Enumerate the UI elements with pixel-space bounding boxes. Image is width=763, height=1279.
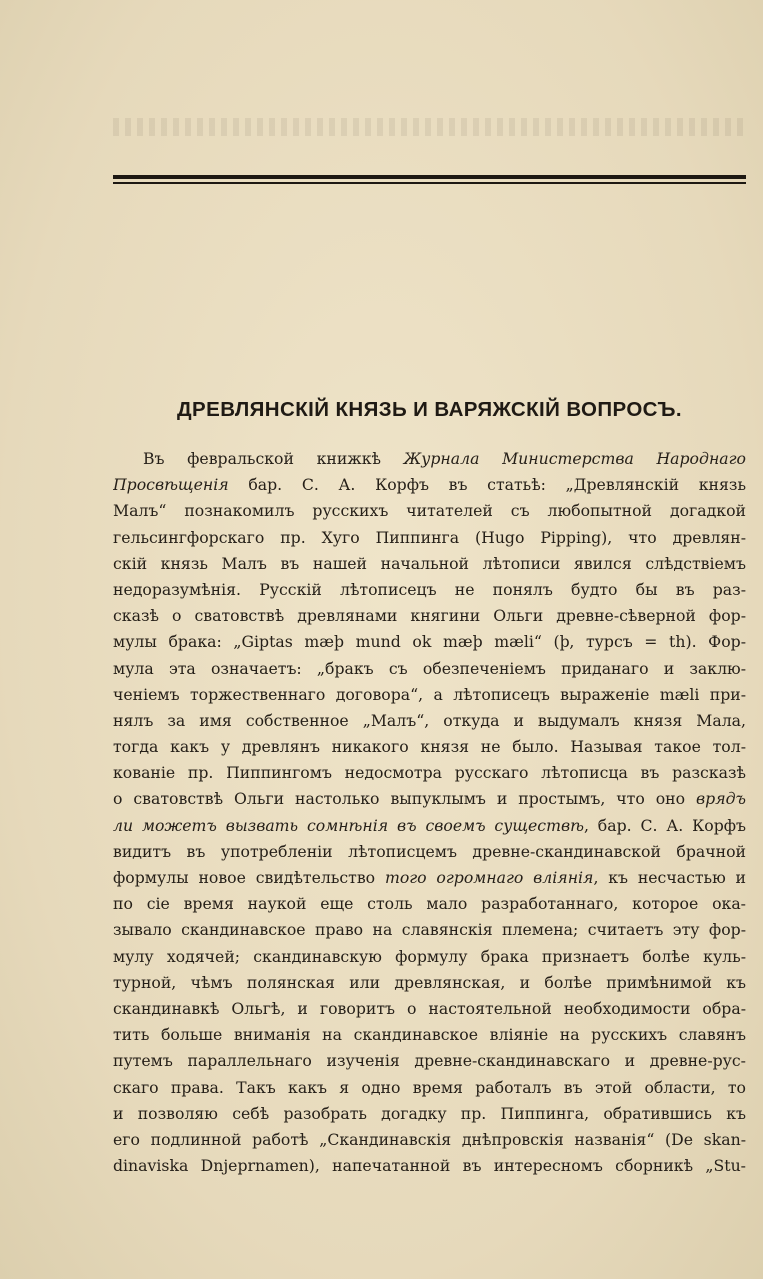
text-line — [113, 944, 746, 970]
text-segment: мулы брака: „Giptas mæþ mund ok mæþ mæli“ (þ, турсъ = th). Фор- — [113, 632, 746, 652]
text-line — [113, 472, 746, 498]
text-segment: турной, чѣмъ полянская или древлянская, и болѣе примѣнимой къ — [113, 972, 746, 992]
text-segment: мула эта означаетъ: „бракъ съ обезпеченіемъ приданаго и заклю- — [113, 658, 746, 678]
text-segment: путемъ параллельнаго изученія древне-скандинавскаго и древне-рус- — [113, 1051, 746, 1071]
text-line — [113, 603, 746, 629]
italic-text: Журнала Министерства Народнаго — [403, 449, 746, 468]
text-line — [113, 996, 746, 1022]
text-segment: гельсингфорскаго пр. Хуго Пиппинга (Hugo Pipping), что древлян- — [113, 527, 746, 547]
header-rule-thin — [113, 182, 746, 184]
text-line — [113, 1048, 746, 1074]
text-line — [113, 734, 746, 760]
text-line — [113, 656, 746, 682]
text-line — [113, 446, 746, 472]
text-segment: Въ февральской книжкѣ — [143, 449, 404, 468]
italic-text: врядъ — [696, 789, 746, 809]
text-segment: нялъ за имя собственное „Малъ“, откуда и выдумалъ князя Мала, — [113, 710, 746, 730]
text-segment: и позволяю себѣ разобрать догадку пр. Пиппинга, обратившись къ — [113, 1103, 746, 1123]
bleed-through-header — [113, 118, 746, 136]
text-line — [113, 970, 746, 996]
text-line — [113, 865, 746, 891]
text-segment: мулу ходячей; скандинавскую формулу брака признаетъ болѣе куль- — [113, 946, 746, 966]
text-line — [113, 917, 746, 943]
text-line — [113, 525, 746, 551]
text-line — [113, 629, 746, 655]
text-line — [113, 1075, 746, 1101]
text-segment: , къ несчастью и — [593, 868, 746, 887]
text-segment: , бар. С. А. Корфъ — [583, 815, 746, 835]
text-line — [113, 891, 746, 917]
text-segment: скаго права. Такъ какъ я одно время работалъ въ этой области, то — [113, 1077, 746, 1097]
text-segment: ченіемъ торжественнаго договора“, а лѣтописецъ выраженіе mæli при- — [113, 684, 746, 704]
text-line — [113, 839, 746, 865]
text-line — [113, 1022, 746, 1048]
text-line — [113, 1127, 746, 1153]
text-line — [113, 760, 746, 786]
text-line — [113, 708, 746, 734]
text-segment: зывало скандинавское право на славянскія племена; считаетъ эту фор- — [113, 920, 746, 940]
text-line — [113, 813, 746, 839]
text-line — [113, 786, 746, 812]
article-body — [113, 446, 746, 1179]
article-title: ДРЕВЛЯНСКІЙ КНЯЗЬ И ВАРЯЖСКІЙ ВОПРОСЪ. — [177, 398, 682, 421]
text-segment: скандинавкѣ Ольгѣ, и говоритъ о настоятельной необходимости обра- — [113, 998, 746, 1018]
italic-text: Просвѣщенія — [113, 475, 229, 495]
text-segment: сказѣ о сватовствѣ древлянами княгини Ольги древне-сѣверной фор- — [113, 606, 746, 626]
text-segment: по сіе время наукой еще столь мало разработаннаго, которое ока- — [113, 894, 746, 914]
text-segment: видитъ въ употребленіи лѣтописцемъ древне-скандинавской брачной — [113, 841, 746, 861]
text-segment: Малъ“ познакомилъ русскихъ читателей съ любопытной догадкой — [113, 501, 746, 521]
text-line — [113, 1153, 746, 1179]
text-segment: кованіе пр. Пиппингомъ недосмотра русскаго лѣтописца въ разсказѣ — [113, 763, 746, 783]
text-segment: формулы новое свидѣтельство — [113, 868, 385, 887]
italic-text: ли можетъ вызвать сомнѣнія въ своемъ существѣ — [113, 815, 584, 835]
text-line — [113, 682, 746, 708]
text-segment: бар. С. А. Корфъ въ статьѣ: „Древлянскій князь — [228, 475, 746, 495]
text-segment: тить больше вниманія на скандинавское вліяніе на русскихъ славянъ — [113, 1025, 746, 1045]
text-segment: скій князь Малъ въ нашей начальной лѣтописи явился слѣдствіемъ — [113, 553, 746, 573]
header-rule-thick — [113, 175, 746, 179]
text-segment: о сватовствѣ Ольги настолько выпуклымъ и простымъ, что оно — [113, 789, 697, 809]
text-line — [113, 577, 746, 603]
italic-text: того огромнаго вліянія — [384, 868, 594, 887]
text-line — [113, 498, 746, 524]
text-line — [113, 551, 746, 577]
text-segment: недоразумѣнія. Русскій лѣтописецъ не понялъ будто бы въ раз- — [113, 579, 746, 599]
text-segment: его подлинной работѣ „Скандинавскія днѣпровскія названія“ (De skan- — [113, 1129, 746, 1149]
text-segment: dinaviska Dnjeprnamen), напечатанной въ интересномъ сборникѣ „Stu- — [113, 1156, 746, 1176]
text-segment: тогда какъ у древлянъ никакого князя не было. Называя такое тол- — [113, 737, 746, 757]
text-line — [113, 1101, 746, 1127]
